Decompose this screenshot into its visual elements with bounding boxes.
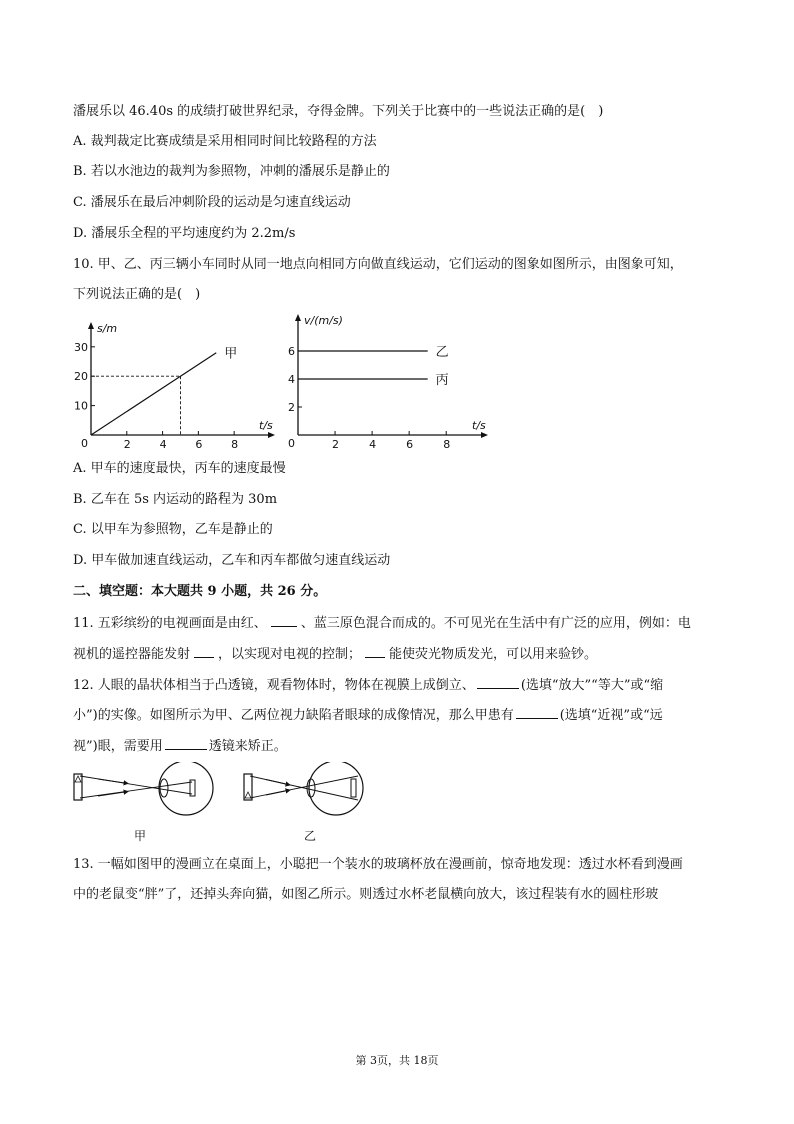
q11-text-c: 视机的遥控器能发射 xyxy=(73,647,191,662)
y-axis-arrow-icon xyxy=(88,322,94,329)
y-axis-arrow-icon xyxy=(295,314,301,321)
series-label: 乙 xyxy=(435,345,449,360)
answer-blank[interactable] xyxy=(271,614,297,627)
eye-diagrams xyxy=(68,762,388,846)
answer-blank[interactable] xyxy=(365,645,385,658)
origin-label: 0 xyxy=(288,437,295,450)
q12-text-a: 12. 人眼的晶状体相当于凸透镜，观看物体时，物体在视膜上成倒立、 xyxy=(73,678,475,693)
question-13-line2: 中的老鼠变“胖”了，还掉头奔向猫，如图乙所示。则透过水杯老鼠横向放大，该过程装有水的圆柱形玻 xyxy=(73,887,659,902)
question-11-line1 xyxy=(73,614,691,633)
y-tick-label: 6 xyxy=(288,345,295,358)
q10-option-d: D. 甲车做加速直线运动，乙车和丙车都做匀速直线运动 xyxy=(73,553,391,568)
series-label: 丙 xyxy=(435,373,449,388)
answer-blank[interactable] xyxy=(194,645,214,658)
question-12-line2 xyxy=(73,706,663,725)
question-10-stem-line2: 下列说法正确的是( ) xyxy=(73,287,201,302)
q12-text-e: 视”)眼，需要用 xyxy=(73,739,163,754)
answer-blank[interactable] xyxy=(165,737,207,750)
x-axis-arrow-icon xyxy=(481,432,488,438)
question-13-line1: 13. 一幅如图甲的漫画立在桌面上，小聪把一个装水的玻璃杯放在漫画前，惊奇地发现：透过水杯看到漫画 xyxy=(73,857,683,872)
page-footer: 第 3页，共 18页 xyxy=(355,1054,439,1067)
x-tick-label: 6 xyxy=(406,438,414,451)
x-tick-label: 6 xyxy=(195,438,203,451)
x-tick-label: 2 xyxy=(123,438,131,451)
q11-text-d: ，以实现对电视的控制； xyxy=(218,647,362,662)
question-10-stem-line1: 10. 甲、乙、丙三辆小车同时从同一地点向相同方向做直线运动，它们运动的图象如图所示，由图象可知， xyxy=(73,257,683,272)
answer-blank[interactable] xyxy=(516,706,558,719)
q11-text-b: 、蓝三原色混合而成的。不可见光在生活中有广泛的应用，例如：电 xyxy=(300,616,691,631)
y-axis-label: v/(m/s) xyxy=(304,314,343,327)
origin-label: 0 xyxy=(81,437,88,450)
y-tick-label: 30 xyxy=(74,340,88,354)
q11-text-e: 能使荧光物质发光，可以用来验钞。 xyxy=(389,647,598,662)
q10-option-a: A. 甲车的速度最快，丙车的速度最慢 xyxy=(73,461,286,476)
x-tick-label: 8 xyxy=(231,438,239,451)
x-axis-arrow-icon xyxy=(268,432,275,438)
y-tick-label: 10 xyxy=(74,399,88,413)
x-axis-label: t/s xyxy=(259,419,273,432)
question-12-line3 xyxy=(73,737,287,756)
q12-text-b: (选填“放大”“等大”或“缩 xyxy=(520,678,664,693)
y-axis-label: s/m xyxy=(97,322,118,335)
q12-text-f: 透镜来矫正。 xyxy=(208,739,287,754)
y-tick-label: 20 xyxy=(74,370,88,384)
question-12-line1 xyxy=(73,676,663,695)
x-tick-label: 8 xyxy=(443,438,451,451)
question-11-line2 xyxy=(73,645,597,664)
eye-diagram-jia xyxy=(74,762,213,843)
q9-option-b: B. 若以水池边的裁判为参照物，冲刺的潘展乐是静止的 xyxy=(73,164,390,179)
st-chart xyxy=(62,312,282,454)
q9-option-a: A. 裁判裁定比赛成绩是采用相同时间比较路程的方法 xyxy=(73,134,377,149)
vt-chart xyxy=(282,312,512,454)
x-axis-label: t/s xyxy=(472,419,486,432)
q9-option-d: D. 潘展乐全程的平均速度约为 2.2m/s xyxy=(73,226,296,241)
q11-text-a: 11. 五彩缤纷的电视画面是由红、 xyxy=(73,616,267,631)
eye-diagram-yi xyxy=(244,762,363,843)
question-9-stem: 潘展乐以 46.40s 的成绩打破世界纪录，夺得金牌。下列关于比赛中的一些说法正确的是( ) xyxy=(73,104,604,119)
eye-label-jia: 甲 xyxy=(134,829,147,843)
x-tick-label: 4 xyxy=(159,438,167,451)
x-tick-label: 2 xyxy=(332,438,340,451)
q9-option-c: C. 潘展乐在最后冲刺阶段的运动是匀速直线运动 xyxy=(73,195,351,210)
q12-text-c: 小”)的实像。如图所示为甲、乙两位视力缺陷者眼球的成像情况，那么甲患有 xyxy=(73,708,514,723)
section-2-heading: 二、填空题：本大题共 9 小题，共 26 分。 xyxy=(73,584,327,599)
q12-text-d: (选填“近视”或“远 xyxy=(559,708,663,723)
q10-option-b: B. 乙车在 5s 内运动的路程为 30m xyxy=(73,492,278,507)
series-line-1 xyxy=(91,353,216,435)
eye-label-yi: 乙 xyxy=(304,829,317,843)
answer-blank[interactable] xyxy=(477,676,519,689)
y-tick-label: 4 xyxy=(288,373,295,386)
series-label: 甲 xyxy=(224,346,238,362)
x-tick-label: 4 xyxy=(369,438,377,451)
q10-option-c: C. 以甲车为参照物，乙车是静止的 xyxy=(73,522,273,537)
y-tick-label: 2 xyxy=(288,401,295,414)
